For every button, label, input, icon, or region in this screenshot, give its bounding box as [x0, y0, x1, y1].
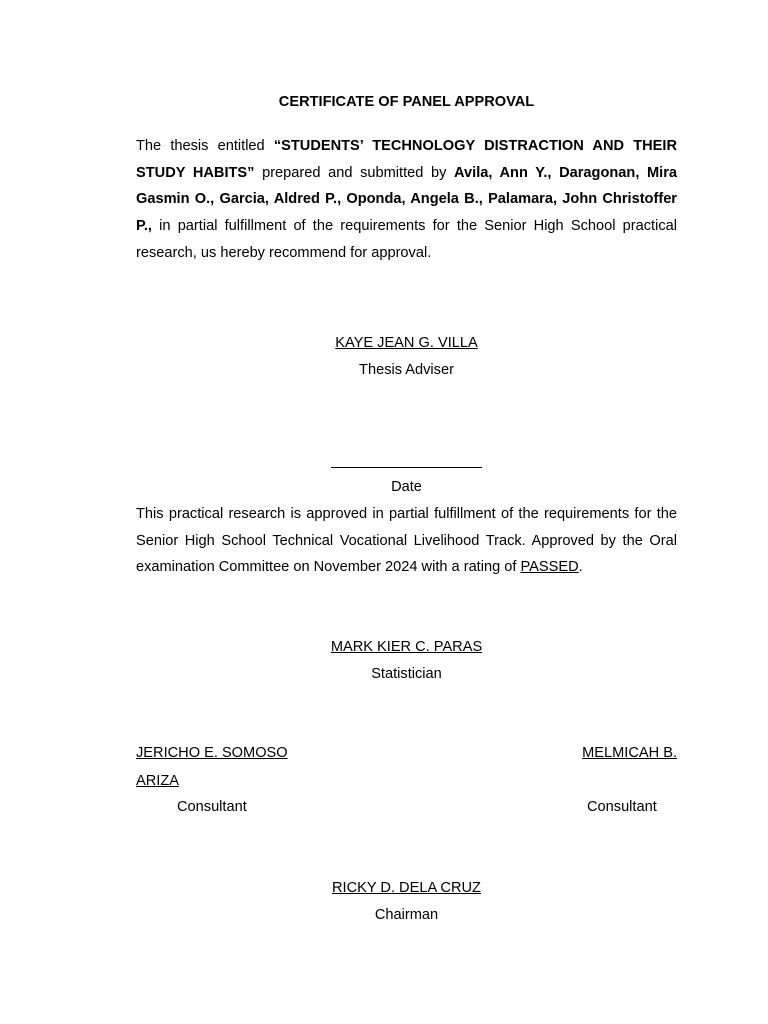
consultant-left-name-line1: JERICHO E. SOMOSO	[136, 745, 288, 761]
date-label: Date	[391, 479, 422, 495]
certificate-title: CERTIFICATE OF PANEL APPROVAL	[278, 94, 535, 110]
approval-end: .	[578, 559, 583, 576]
thesis-title: “STUDENTS’ TECHNOLOGY DISTRACTION AND THEIR STUDY HABITS”	[136, 138, 677, 181]
thesis-intro: The thesis entitled	[136, 138, 274, 154]
approval-paragraph	[136, 501, 677, 581]
date-signature-line	[331, 467, 482, 468]
statistician-role: Statistician	[371, 666, 442, 682]
consultant-left-role: Consultant	[177, 799, 247, 815]
thesis-authors: Avila, Ann Y., Daragonan, Mira Gasmin O., Garcia, Aldred P., Oponda, Angela B., Palamara, John Christoffer P.,	[136, 164, 677, 235]
consultant-right-role: Consultant	[587, 799, 657, 815]
thesis-closing: in partial fulfillment of the requirements for the Senior High School practical research, us hereby recommend for approval.	[136, 218, 677, 261]
statistician-name: MARK KIER C. PARAS	[330, 639, 483, 655]
consultant-left-name-line2: ARIZA	[136, 773, 179, 789]
approval-text: This practical research is approved in partial fulfillment of the requirements for the Senior High School Technical Vocational Livelihood Track. Approved by the Oral examination Committee on November 2024 with a rating of	[136, 506, 677, 576]
thesis-paragraph	[136, 133, 677, 267]
adviser-role: Thesis Adviser	[359, 362, 454, 378]
approval-rating: PASSED	[520, 559, 579, 576]
chairman-role: Chairman	[374, 907, 439, 923]
adviser-name: KAYE JEAN G. VILLA	[335, 335, 478, 351]
chairman-name: RICKY D. DELA CRUZ	[332, 880, 481, 896]
consultant-right-name: MELMICAH B.	[582, 745, 677, 761]
thesis-prepared-by: prepared and submitted by	[254, 164, 455, 181]
